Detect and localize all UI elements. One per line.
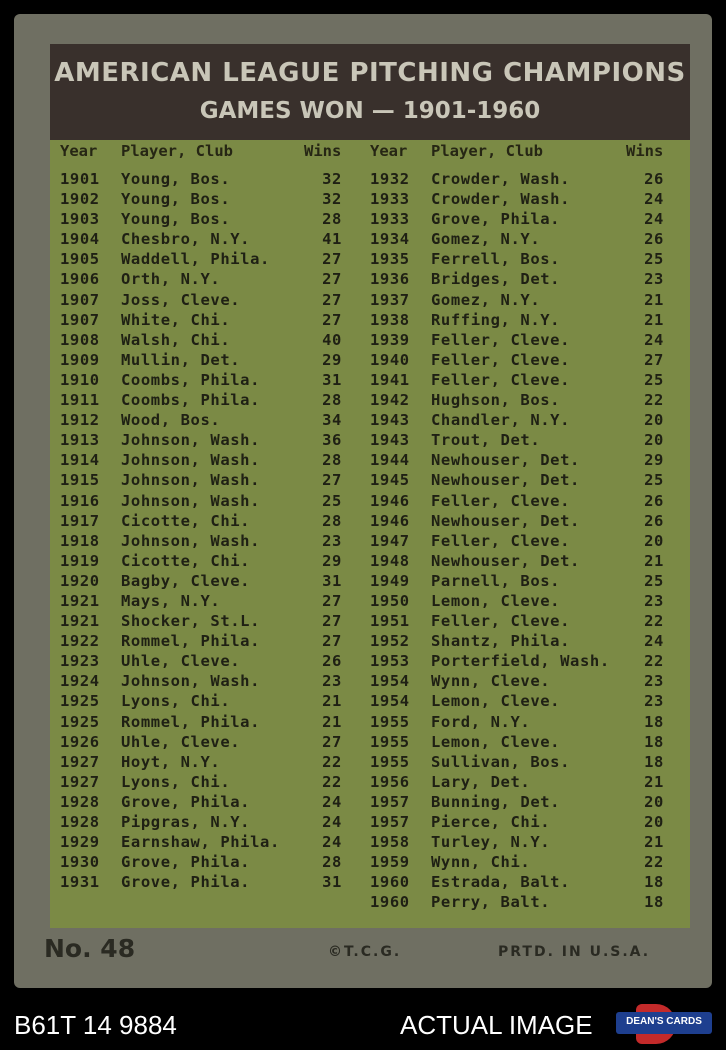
player-cell: Coombs, Phila.: [121, 370, 261, 389]
player-cell: Johnson, Wash.: [121, 672, 261, 691]
wins-cell: 28: [322, 210, 342, 229]
year-cell: 1933: [370, 190, 410, 209]
wins-cell: 23: [644, 692, 664, 711]
wins-cell: 36: [322, 431, 342, 450]
wins-cell: 18: [644, 712, 664, 731]
year-cell: 1924: [60, 672, 100, 691]
wins-cell: 23: [644, 672, 664, 691]
year-cell: 1916: [60, 491, 100, 510]
player-cell: Uhle, Cleve.: [121, 732, 241, 751]
wins-cell: 31: [322, 571, 342, 590]
player-cell: Hoyt, N.Y.: [121, 752, 221, 771]
wins-cell: 21: [644, 310, 664, 329]
year-cell: 1908: [60, 330, 100, 349]
year-cell: 1921: [60, 612, 100, 631]
actual-image-label: ACTUAL IMAGE: [400, 1010, 593, 1040]
player-cell: Gomez, N.Y.: [431, 290, 541, 309]
player-cell: Lemon, Cleve.: [431, 732, 561, 751]
card-subtitle: GAMES WON — 1901-1960: [199, 98, 541, 124]
year-cell: 1901: [60, 170, 100, 188]
wins-cell: 28: [322, 511, 342, 530]
year-cell: 1942: [370, 391, 410, 410]
player-cell: Ford, N.Y.: [431, 712, 531, 731]
year-cell: 1920: [60, 571, 100, 590]
year-cell: 1925: [60, 692, 100, 711]
player-cell: Lary, Det.: [431, 772, 531, 791]
player-cell: Young, Bos.: [121, 210, 231, 229]
year-cell: 1933: [370, 210, 410, 229]
year-cell: 1919: [60, 551, 100, 570]
year-cell: 1938: [370, 310, 410, 329]
wins-cell: 26: [644, 491, 664, 510]
wins-cell: 28: [322, 391, 342, 410]
wins-cell: 32: [322, 190, 342, 209]
player-cell: Newhouser, Det.: [431, 551, 580, 570]
year-cell: 1943: [370, 431, 410, 450]
year-cell: 1955: [370, 732, 410, 751]
wins-cell: 21: [322, 712, 342, 731]
player-cell: Chandler, N.Y.: [431, 411, 571, 430]
player-cell: Bagby, Cleve.: [121, 571, 251, 590]
year-cell: 1932: [370, 170, 410, 188]
player-cell: Bridges, Det.: [431, 270, 561, 289]
player-cell: White, Chi.: [121, 310, 231, 329]
player-cell: Crowder, Wash.: [431, 170, 571, 188]
wins-cell: 23: [644, 591, 664, 610]
year-cell: 1902: [60, 190, 100, 209]
wins-cell: 25: [322, 491, 342, 510]
player-cell: Wood, Bos.: [121, 411, 221, 430]
player-cell: Shantz, Phila.: [431, 632, 571, 651]
player-cell: Joss, Cleve.: [121, 290, 241, 309]
card-title: AMERICAN LEAGUE PITCHING CHAMPIONS: [54, 58, 686, 88]
player-cell: Feller, Cleve.: [431, 350, 571, 369]
wins-cell: 28: [322, 451, 342, 470]
year-cell: 1946: [370, 491, 410, 510]
year-cell: 1957: [370, 813, 410, 831]
wins-cell: 29: [644, 451, 664, 470]
year-cell: 1929: [60, 833, 100, 852]
player-cell: Newhouser, Det.: [431, 511, 580, 530]
wins-cell: 21: [644, 833, 664, 852]
left-col-year-header: Year: [60, 142, 98, 160]
year-cell: 1940: [370, 350, 410, 369]
player-cell: Bunning, Det.: [431, 792, 561, 811]
wins-cell: 24: [322, 792, 342, 811]
player-cell: Coombs, Phila.: [121, 391, 261, 410]
year-cell: 1959: [370, 853, 410, 872]
player-cell: Mullin, Det.: [121, 350, 241, 369]
wins-cell: 22: [322, 772, 342, 791]
year-cell: 1913: [60, 431, 100, 450]
year-cell: 1955: [370, 752, 410, 771]
year-cell: 1926: [60, 732, 100, 751]
year-cell: 1910: [60, 370, 100, 389]
player-cell: Trout, Det.: [431, 431, 541, 450]
player-cell: Waddell, Phila.: [121, 250, 270, 269]
wins-cell: 27: [322, 612, 342, 631]
player-cell: Newhouser, Det.: [431, 471, 580, 490]
year-cell: 1941: [370, 370, 410, 389]
player-cell: Young, Bos.: [121, 190, 231, 209]
player-cell: Estrada, Balt.: [431, 873, 571, 892]
wins-cell: 26: [322, 652, 342, 671]
year-cell: 1951: [370, 612, 410, 631]
title-banner: [50, 44, 690, 140]
year-cell: 1904: [60, 230, 100, 249]
year-cell: 1950: [370, 591, 410, 610]
year-cell: 1903: [60, 210, 100, 229]
wins-cell: 28: [322, 853, 342, 872]
player-cell: Grove, Phila.: [121, 792, 251, 811]
player-cell: Mays, N.Y.: [121, 591, 221, 610]
year-cell: 1935: [370, 250, 410, 269]
year-cell: 1923: [60, 652, 100, 671]
year-cell: 1906: [60, 270, 100, 289]
year-cell: 1949: [370, 571, 410, 590]
year-cell: 1952: [370, 632, 410, 651]
wins-cell: 27: [322, 632, 342, 651]
player-cell: Rommel, Phila.: [121, 712, 261, 731]
year-cell: 1954: [370, 672, 410, 691]
wins-cell: 24: [644, 330, 664, 349]
wins-cell: 18: [644, 732, 664, 751]
wins-cell: 26: [644, 170, 664, 188]
year-cell: 1954: [370, 692, 410, 711]
player-cell: Orth, N.Y.: [121, 270, 221, 289]
wins-cell: 31: [322, 873, 342, 892]
wins-cell: 23: [644, 270, 664, 289]
player-cell: Sullivan, Bos.: [431, 752, 571, 771]
player-cell: Johnson, Wash.: [121, 471, 261, 490]
card-number: No. 48: [44, 934, 136, 963]
wins-cell: 21: [644, 551, 664, 570]
player-cell: Porterfield, Wash.: [431, 652, 610, 671]
wins-cell: 18: [644, 893, 664, 912]
copyright: ©T.C.G.: [328, 944, 402, 960]
year-cell: 1912: [60, 411, 100, 430]
wins-cell: 24: [322, 833, 342, 852]
player-cell: Rommel, Phila.: [121, 632, 261, 651]
year-cell: 1939: [370, 330, 410, 349]
player-cell: Perry, Balt.: [431, 893, 551, 912]
player-cell: Parnell, Bos.: [431, 571, 561, 590]
year-cell: 1915: [60, 471, 100, 490]
player-cell: Feller, Cleve.: [431, 330, 571, 349]
wins-cell: 40: [322, 330, 342, 349]
player-cell: Ruffing, N.Y.: [431, 310, 561, 329]
year-cell: 1937: [370, 290, 410, 309]
year-cell: 1955: [370, 712, 410, 731]
wins-cell: 24: [322, 813, 342, 831]
wins-cell: 20: [644, 813, 664, 831]
player-cell: Uhle, Cleve.: [121, 652, 241, 671]
wins-cell: 24: [644, 632, 664, 651]
year-cell: 1909: [60, 350, 100, 369]
year-cell: 1931: [60, 873, 100, 892]
year-cell: 1905: [60, 250, 100, 269]
right-col-wins-header: Wins: [626, 142, 664, 160]
player-cell: Chesbro, N.Y.: [121, 230, 251, 249]
printed-in: PRTD. IN U.S.A.: [498, 944, 651, 960]
wins-cell: 22: [644, 652, 664, 671]
wins-cell: 24: [644, 190, 664, 209]
right-col-year-header: Year: [370, 142, 408, 160]
wins-cell: 29: [322, 350, 342, 369]
year-cell: 1943: [370, 411, 410, 430]
wins-cell: 26: [644, 230, 664, 249]
right-col-player-header: Player, Club: [431, 142, 543, 160]
wins-cell: 41: [322, 230, 342, 249]
player-cell: Feller, Cleve.: [431, 612, 571, 631]
player-cell: Grove, Phila.: [121, 853, 251, 872]
player-cell: Walsh, Chi.: [121, 330, 231, 349]
player-cell: Johnson, Wash.: [121, 431, 261, 450]
cert-number: B61T 14 9884: [14, 1010, 177, 1040]
wins-cell: 21: [644, 772, 664, 791]
year-cell: 1944: [370, 451, 410, 470]
wins-cell: 22: [644, 853, 664, 872]
year-cell: 1953: [370, 652, 410, 671]
wins-cell: 26: [644, 511, 664, 530]
wins-cell: 23: [322, 531, 342, 550]
wins-cell: 29: [322, 551, 342, 570]
player-cell: Hughson, Bos.: [431, 391, 561, 410]
year-cell: 1960: [370, 873, 410, 892]
left-col-player-header: Player, Club: [121, 142, 233, 160]
year-cell: 1958: [370, 833, 410, 852]
player-cell: Feller, Cleve.: [431, 531, 571, 550]
year-cell: 1917: [60, 511, 100, 530]
year-cell: 1907: [60, 290, 100, 309]
wins-cell: 27: [644, 350, 664, 369]
year-cell: 1956: [370, 772, 410, 791]
player-cell: Young, Bos.: [121, 170, 231, 188]
player-cell: Wynn, Chi.: [431, 853, 531, 872]
player-cell: Johnson, Wash.: [121, 531, 261, 550]
wins-cell: 27: [322, 290, 342, 309]
year-cell: 1928: [60, 792, 100, 811]
year-cell: 1934: [370, 230, 410, 249]
year-cell: 1927: [60, 752, 100, 771]
player-cell: Lyons, Chi.: [121, 772, 231, 791]
player-cell: Cicotte, Chi.: [121, 551, 251, 570]
wins-cell: 27: [322, 270, 342, 289]
wins-cell: 21: [644, 290, 664, 309]
player-cell: Shocker, St.L.: [121, 612, 261, 631]
year-cell: 1960: [370, 893, 410, 912]
wins-cell: 20: [644, 411, 664, 430]
year-cell: 1928: [60, 813, 100, 831]
year-cell: 1927: [60, 772, 100, 791]
player-cell: Cicotte, Chi.: [121, 511, 251, 530]
year-cell: 1921: [60, 591, 100, 610]
wins-cell: 27: [322, 471, 342, 490]
logo-text: DEAN'S CARDS: [626, 1016, 702, 1027]
wins-cell: 18: [644, 752, 664, 771]
wins-cell: 23: [322, 672, 342, 691]
wins-cell: 25: [644, 571, 664, 590]
year-cell: 1925: [60, 712, 100, 731]
year-cell: 1911: [60, 391, 100, 410]
player-cell: Grove, Phila.: [431, 210, 561, 229]
player-cell: Johnson, Wash.: [121, 451, 261, 470]
wins-cell: 31: [322, 370, 342, 389]
wins-cell: 20: [644, 431, 664, 450]
wins-cell: 22: [322, 752, 342, 771]
wins-cell: 22: [644, 612, 664, 631]
year-cell: 1947: [370, 531, 410, 550]
year-cell: 1914: [60, 451, 100, 470]
wins-cell: 27: [322, 591, 342, 610]
wins-cell: 34: [322, 411, 342, 430]
player-cell: Crowder, Wash.: [431, 190, 571, 209]
wins-cell: 32: [322, 170, 342, 188]
wins-cell: 22: [644, 391, 664, 410]
player-cell: Lemon, Cleve.: [431, 591, 561, 610]
wins-cell: 27: [322, 732, 342, 751]
player-cell: Pipgras, N.Y.: [121, 813, 251, 831]
year-cell: 1922: [60, 632, 100, 651]
wins-cell: 20: [644, 531, 664, 550]
player-cell: Turley, N.Y.: [431, 833, 551, 852]
player-cell: Pierce, Chi.: [431, 813, 551, 831]
year-cell: 1918: [60, 531, 100, 550]
wins-cell: 21: [322, 692, 342, 711]
player-cell: Ferrell, Bos.: [431, 250, 561, 269]
player-cell: Wynn, Cleve.: [431, 672, 551, 691]
wins-cell: 25: [644, 250, 664, 269]
player-cell: Lemon, Cleve.: [431, 692, 561, 711]
deans-cards-logo[interactable]: [616, 1004, 712, 1044]
player-cell: Johnson, Wash.: [121, 491, 261, 510]
player-cell: Feller, Cleve.: [431, 370, 571, 389]
player-cell: Gomez, N.Y.: [431, 230, 541, 249]
year-cell: 1946: [370, 511, 410, 530]
player-cell: Lyons, Chi.: [121, 692, 231, 711]
year-cell: 1930: [60, 853, 100, 872]
player-cell: Newhouser, Det.: [431, 451, 580, 470]
player-cell: Grove, Phila.: [121, 873, 251, 892]
player-cell: Earnshaw, Phila.: [121, 833, 280, 852]
year-cell: 1936: [370, 270, 410, 289]
wins-cell: 27: [322, 310, 342, 329]
wins-cell: 25: [644, 471, 664, 490]
year-cell: 1948: [370, 551, 410, 570]
wins-cell: 27: [322, 250, 342, 269]
wins-cell: 24: [644, 210, 664, 229]
year-cell: 1957: [370, 792, 410, 811]
year-cell: 1945: [370, 471, 410, 490]
wins-cell: 20: [644, 792, 664, 811]
year-cell: 1907: [60, 310, 100, 329]
wins-cell: 25: [644, 370, 664, 389]
left-col-wins-header: Wins: [304, 142, 342, 160]
player-cell: Feller, Cleve.: [431, 491, 571, 510]
wins-cell: 18: [644, 873, 664, 892]
